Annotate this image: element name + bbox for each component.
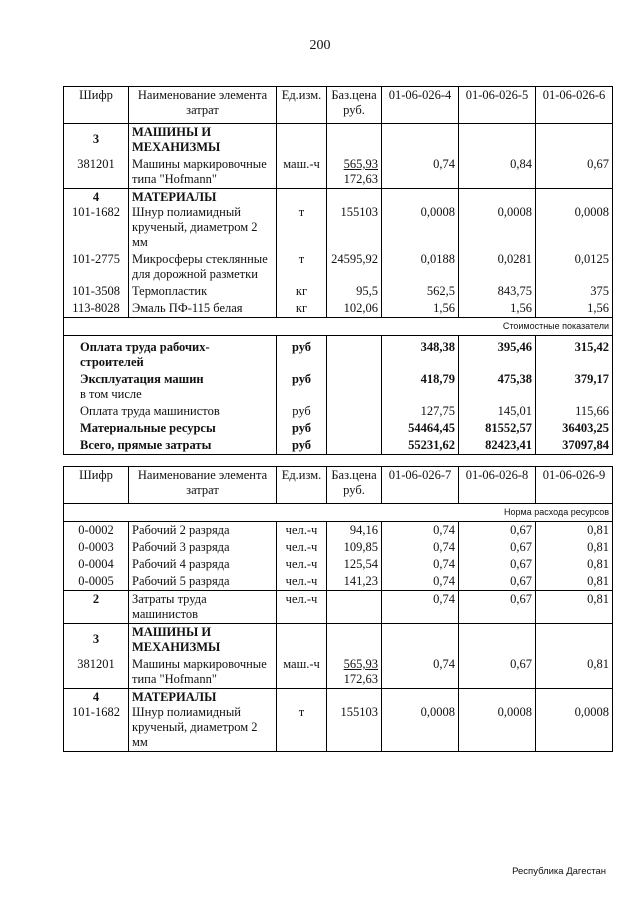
footer-region: Республика Дагестан bbox=[512, 866, 606, 877]
header-unit: Ед.изм. bbox=[277, 467, 327, 504]
row-value-1: 0,74 bbox=[382, 556, 459, 573]
cost-value-1: 127,75 bbox=[382, 403, 459, 420]
cost-unit: руб bbox=[277, 403, 327, 420]
row-price: 95,5 bbox=[327, 283, 382, 300]
row-unit: чел.-ч bbox=[277, 573, 327, 591]
separator-row bbox=[64, 504, 613, 522]
table-row bbox=[64, 283, 613, 300]
row-value-3: 0,81 bbox=[536, 539, 613, 556]
section-code: 3 bbox=[64, 124, 129, 157]
header-code: Шифр bbox=[64, 467, 129, 504]
row-price: 94,16 bbox=[327, 522, 382, 540]
row-code: 381201 bbox=[64, 656, 129, 689]
row-name: Рабочий 5 разряда bbox=[129, 573, 277, 591]
row-name: Рабочий 3 разряда bbox=[129, 539, 277, 556]
row-value-3: 0,81 bbox=[536, 522, 613, 540]
separator-row bbox=[64, 318, 613, 336]
row-name: Затраты труда машинистов bbox=[129, 591, 277, 624]
row-name: Термопластик bbox=[129, 283, 277, 300]
row-name: Эмаль ПФ-115 белая bbox=[129, 300, 277, 318]
separator-caption: Стоимостные показатели bbox=[64, 318, 613, 336]
row-value-3: 0,67 bbox=[536, 156, 613, 189]
row-price: 102,06 bbox=[327, 300, 382, 318]
row-unit: маш.-ч bbox=[277, 656, 327, 689]
cost-row bbox=[64, 336, 613, 372]
header-col-3: 01-06-026-9 bbox=[536, 467, 613, 504]
row-value-3: 0,81 bbox=[536, 556, 613, 573]
table-header-row bbox=[64, 87, 613, 124]
row-name: Машины маркировочные типа "Hofmann" bbox=[129, 656, 277, 689]
row-unit: кг bbox=[277, 283, 327, 300]
cost-name: Оплата труда машинистов bbox=[64, 403, 277, 420]
row-value-1: 0,74 bbox=[382, 156, 459, 189]
section-code: 3 bbox=[64, 624, 129, 657]
row-name: Рабочий 4 разряда bbox=[129, 556, 277, 573]
page-number: 200 bbox=[309, 38, 331, 53]
table-row bbox=[64, 539, 613, 556]
row-value-2: 0,67 bbox=[459, 573, 536, 591]
section-row bbox=[64, 189, 613, 252]
row-value-2: 0,67 bbox=[459, 539, 536, 556]
section-row bbox=[64, 124, 613, 157]
header-col-1: 01-06-026-7 bbox=[382, 467, 459, 504]
row-value-1: 0,74 bbox=[382, 522, 459, 540]
row-value-3: 0,81 bbox=[536, 656, 613, 689]
header-price: Баз.цена руб. bbox=[327, 87, 382, 124]
row-value-3: 0,0008 bbox=[536, 189, 613, 252]
row-value-2: 0,67 bbox=[459, 556, 536, 573]
cost-name: Всего, прямые затраты bbox=[64, 437, 277, 455]
cost-value-3: 115,66 bbox=[536, 403, 613, 420]
row-price: 155103 bbox=[327, 689, 382, 752]
row-value-3: 0,0008 bbox=[536, 689, 613, 752]
row-value-1: 0,0008 bbox=[382, 689, 459, 752]
row-code: 2 bbox=[64, 591, 129, 624]
row-value-1: 1,56 bbox=[382, 300, 459, 318]
row-unit: чел.-ч bbox=[277, 539, 327, 556]
cost-value-1: 418,79 bbox=[382, 371, 459, 403]
cost-row bbox=[64, 420, 613, 437]
row-code: 0-0002 bbox=[64, 522, 129, 540]
price-main: 565,93 bbox=[343, 157, 378, 171]
cost-value-2: 81552,57 bbox=[459, 420, 536, 437]
cost-unit: руб bbox=[277, 371, 327, 403]
row-unit: чел.-ч bbox=[277, 591, 327, 624]
section-title: МАШИНЫ И МЕХАНИЗМЫ bbox=[129, 124, 277, 157]
price-main: 565,93 bbox=[343, 657, 378, 671]
header-name: Наименование элемента затрат bbox=[129, 467, 277, 504]
row-code: 0-0003 bbox=[64, 539, 129, 556]
row-value-2: 0,67 bbox=[459, 522, 536, 540]
row-name: Машины маркировочные типа "Hofmann" bbox=[129, 156, 277, 189]
cost-name: Оплата труда рабочих-строителей bbox=[64, 336, 277, 372]
cost-row bbox=[64, 371, 613, 403]
row-price bbox=[327, 656, 382, 689]
row-value-2: 0,67 bbox=[459, 591, 536, 624]
cost-value-1: 54464,45 bbox=[382, 420, 459, 437]
row-value-3: 0,0125 bbox=[536, 251, 613, 283]
row-price bbox=[327, 156, 382, 189]
row-value-3: 0,81 bbox=[536, 573, 613, 591]
row-value-2: 0,67 bbox=[459, 656, 536, 689]
table-row bbox=[64, 573, 613, 591]
cost-name: Эксплуатация машин в том числе bbox=[64, 371, 277, 403]
row-code: 0-0004 bbox=[64, 556, 129, 573]
price-secondary: 172,63 bbox=[343, 672, 378, 686]
cost-unit: руб bbox=[277, 420, 327, 437]
section-title-and-row: МАТЕРИАЛЫ Шнур полиамидный крученый, диаметром 2 мм bbox=[129, 689, 277, 752]
section-row bbox=[64, 624, 613, 657]
row-value-2: 0,0008 bbox=[459, 689, 536, 752]
row-value-1: 0,74 bbox=[382, 656, 459, 689]
cost-name: Материальные ресурсы bbox=[64, 420, 277, 437]
cost-value-2: 475,38 bbox=[459, 371, 536, 403]
cost-value-1: 55231,62 bbox=[382, 437, 459, 455]
row-code: 101-2775 bbox=[64, 251, 129, 283]
row-value-2: 843,75 bbox=[459, 283, 536, 300]
row-code: 381201 bbox=[64, 156, 129, 189]
row-value-1: 0,74 bbox=[382, 591, 459, 624]
cost-row bbox=[64, 437, 613, 455]
cost-value-2: 395,46 bbox=[459, 336, 536, 372]
section-code: 4 101-1682 bbox=[64, 689, 129, 752]
table-header-row bbox=[64, 467, 613, 504]
row-unit: т bbox=[277, 189, 327, 252]
cost-value-3: 379,17 bbox=[536, 371, 613, 403]
header-col-1: 01-06-026-4 bbox=[382, 87, 459, 124]
row-value-3: 1,56 bbox=[536, 300, 613, 318]
header-col-2: 01-06-026-8 bbox=[459, 467, 536, 504]
table-row bbox=[64, 656, 613, 689]
row-value-1: 562,5 bbox=[382, 283, 459, 300]
table-row bbox=[64, 251, 613, 283]
section-code: 4 101-1682 bbox=[64, 189, 129, 252]
row-price: 141,23 bbox=[327, 573, 382, 591]
section-title-and-row: МАТЕРИАЛЫ Шнур полиамидный крученый, диаметром 2 мм bbox=[129, 189, 277, 252]
table-row bbox=[64, 556, 613, 573]
row-value-1: 0,74 bbox=[382, 539, 459, 556]
row-unit: т bbox=[277, 689, 327, 752]
row-price: 24595,92 bbox=[327, 251, 382, 283]
machinists-row bbox=[64, 591, 613, 624]
row-price: 155103 bbox=[327, 189, 382, 252]
row-unit: кг bbox=[277, 300, 327, 318]
row-value-1: 0,0008 bbox=[382, 189, 459, 252]
row-code: 113-8028 bbox=[64, 300, 129, 318]
cost-row bbox=[64, 403, 613, 420]
row-unit: чел.-ч bbox=[277, 556, 327, 573]
estimate-table-1 bbox=[63, 86, 613, 455]
row-code: 101-3508 bbox=[64, 283, 129, 300]
row-unit: чел.-ч bbox=[277, 522, 327, 540]
estimate-table-2 bbox=[63, 466, 613, 752]
cost-value-3: 315,42 bbox=[536, 336, 613, 372]
row-unit: маш.-ч bbox=[277, 156, 327, 189]
cost-unit: руб bbox=[277, 437, 327, 455]
row-value-1: 0,0188 bbox=[382, 251, 459, 283]
row-value-2: 0,84 bbox=[459, 156, 536, 189]
row-unit: т bbox=[277, 251, 327, 283]
header-code: Шифр bbox=[64, 87, 129, 124]
header-col-2: 01-06-026-5 bbox=[459, 87, 536, 124]
row-value-3: 375 bbox=[536, 283, 613, 300]
header-name: Наименование элемента затрат bbox=[129, 87, 277, 124]
cost-value-2: 145,01 bbox=[459, 403, 536, 420]
row-name: Микросферы стеклянные для дорожной разметки bbox=[129, 251, 277, 283]
cost-value-3: 36403,25 bbox=[536, 420, 613, 437]
table-row bbox=[64, 156, 613, 189]
section-row bbox=[64, 689, 613, 752]
row-price: 109,85 bbox=[327, 539, 382, 556]
row-name: Рабочий 2 разряда bbox=[129, 522, 277, 540]
header-col-3: 01-06-026-6 bbox=[536, 87, 613, 124]
row-value-2: 0,0281 bbox=[459, 251, 536, 283]
row-price: 125,54 bbox=[327, 556, 382, 573]
table-row bbox=[64, 300, 613, 318]
cost-value-2: 82423,41 bbox=[459, 437, 536, 455]
section-title: МАШИНЫ И МЕХАНИЗМЫ bbox=[129, 624, 277, 657]
cost-value-3: 37097,84 bbox=[536, 437, 613, 455]
row-value-1: 0,74 bbox=[382, 573, 459, 591]
cost-unit: руб bbox=[277, 336, 327, 372]
row-value-3: 0,81 bbox=[536, 591, 613, 624]
header-price: Баз.цена руб. bbox=[327, 467, 382, 504]
row-code: 0-0005 bbox=[64, 573, 129, 591]
header-unit: Ед.изм. bbox=[277, 87, 327, 124]
price-secondary: 172,63 bbox=[343, 172, 378, 186]
table-row bbox=[64, 522, 613, 540]
row-value-2: 0,0008 bbox=[459, 189, 536, 252]
cost-value-1: 348,38 bbox=[382, 336, 459, 372]
row-value-2: 1,56 bbox=[459, 300, 536, 318]
separator-caption: Норма расхода ресурсов bbox=[64, 504, 613, 522]
